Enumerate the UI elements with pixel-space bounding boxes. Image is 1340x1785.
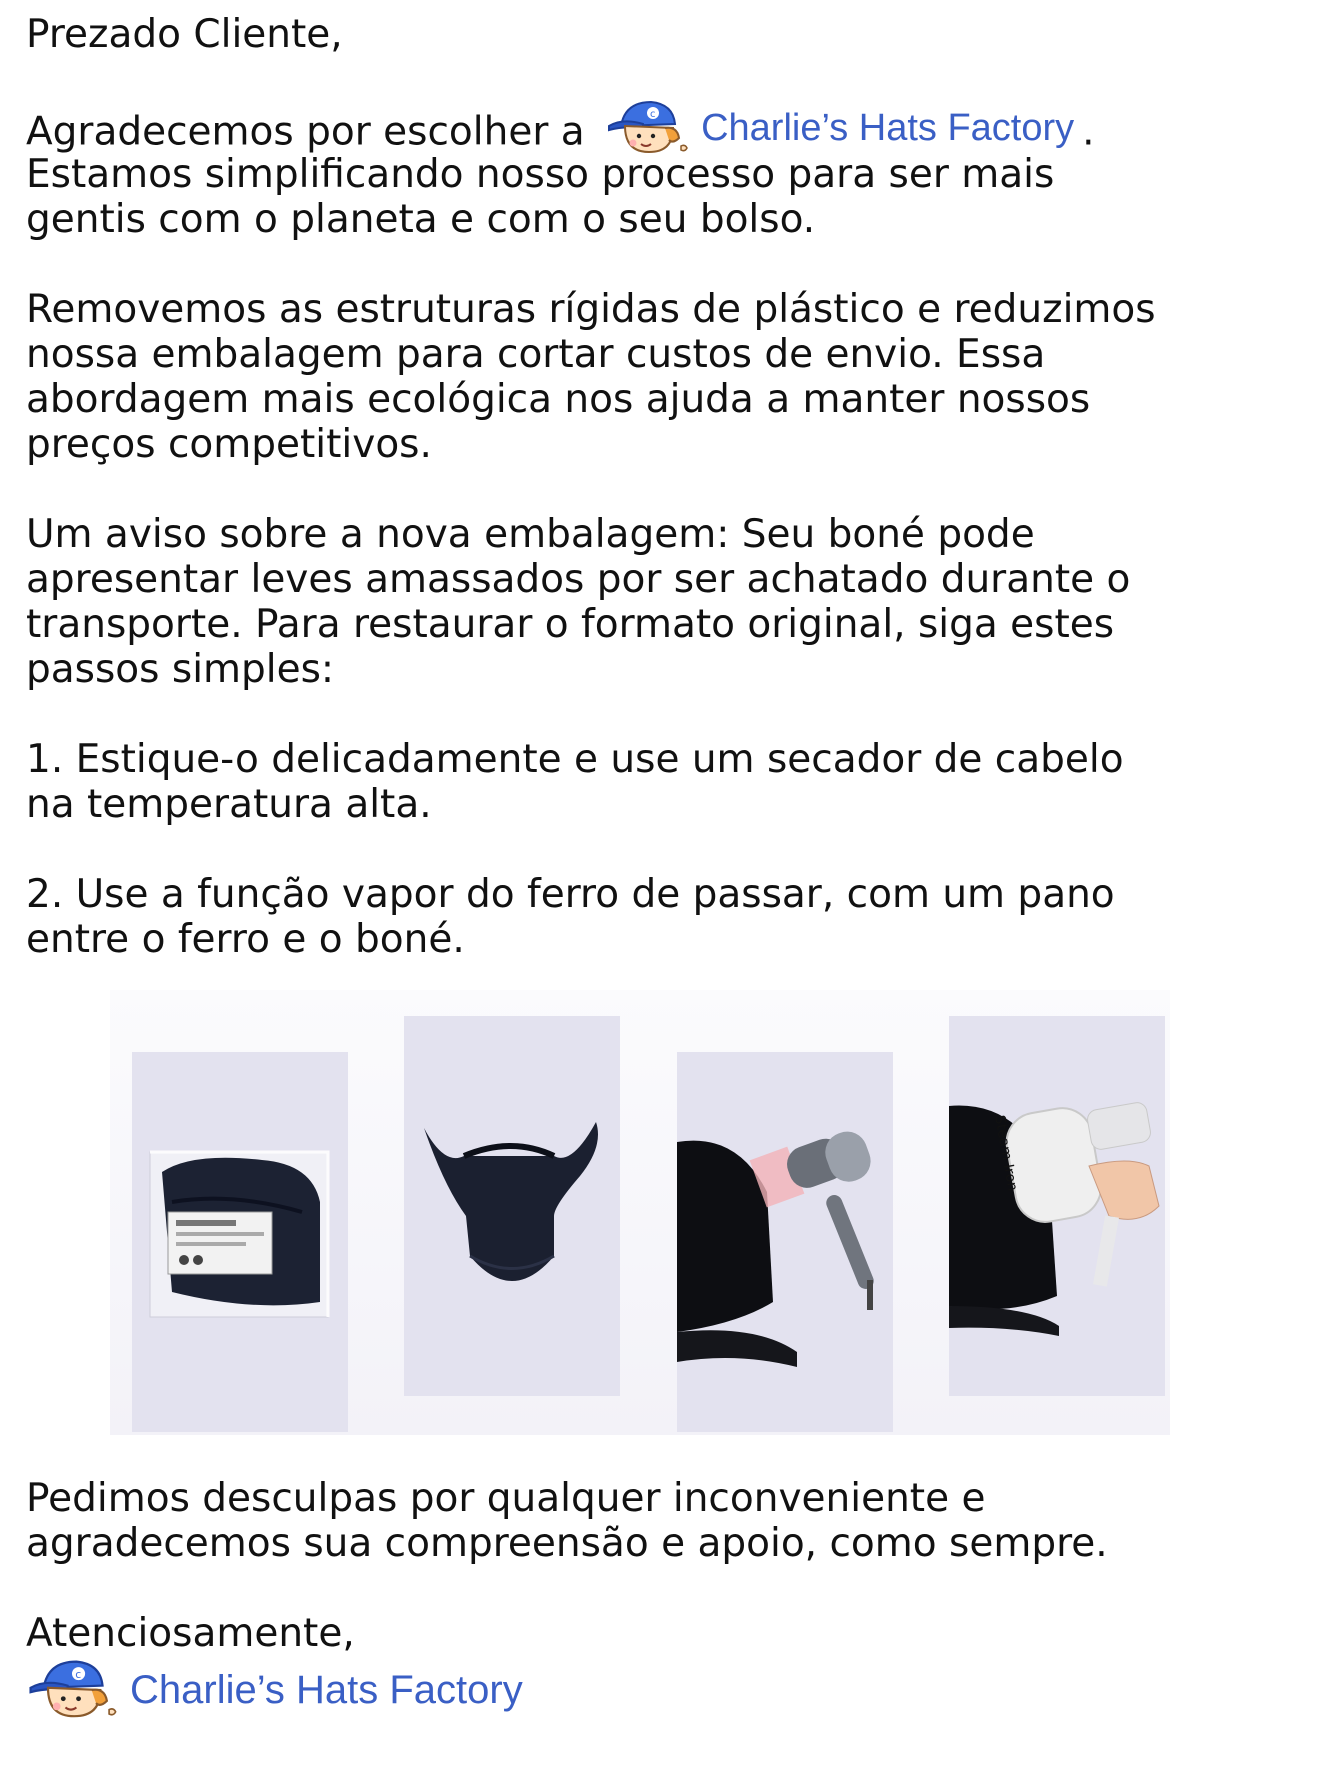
mascot-logo-icon [603, 96, 691, 160]
closing-paragraph [26, 1476, 1316, 1656]
steam-iron-illustration [949, 1016, 1165, 1396]
packaged-cap-image [132, 1052, 348, 1432]
brand-name: Charlie’s Hats Factory [701, 107, 1075, 149]
hair-dryer-illustration [677, 1052, 893, 1432]
cap-inside-image [404, 1016, 620, 1396]
letter-body [26, 12, 1316, 962]
paragraph2-line-4: preços competitivos. [26, 422, 432, 467]
instruction-images [110, 990, 1170, 1435]
intro-line-2: Estamos simplificando nosso processo para ser mais [26, 152, 1055, 197]
step1-line-2: na temperatura alta. [26, 782, 432, 827]
greeting: Prezado Cliente, [26, 12, 343, 57]
closing-line-1: Pedimos desculpas por qualquer inconveniente e [26, 1476, 986, 1521]
packaged-cap-illustration [132, 1052, 348, 1432]
paragraph3-line-2: apresentar leves amassados por ser achatado durante o [26, 557, 1131, 602]
signature-brand-name: Charlie’s Hats Factory [130, 1668, 523, 1712]
steam-iron-image [949, 1016, 1165, 1396]
signoff: Atenciosamente, [26, 1611, 355, 1656]
paragraph2-line-1: Removemos as estruturas rígidas de plástico e reduzimos [26, 287, 1156, 332]
step2-line-2: entre o ferro e o boné. [26, 917, 465, 962]
paragraph3-line-4: passos simples: [26, 647, 335, 692]
paragraph3-line-1: Um aviso sobre a nova embalagem: Seu boné pode [26, 512, 1035, 557]
intro-before-brand: Agradecemos por escolher a [26, 109, 585, 155]
step2-line-1: 2. Use a função vapor do ferro de passar, com um pano [26, 872, 1115, 917]
paragraph2-line-3: abordagem mais ecológica nos ajuda a manter nossos [26, 377, 1091, 422]
paragraph3-line-3: transporte. Para restaurar o formato original, siga estes [26, 602, 1115, 647]
hair-dryer-image [677, 1052, 893, 1432]
step1-line-1: 1. Estique-o delicadamente e use um secador de cabelo [26, 737, 1124, 782]
intro-after-brand: . [1082, 109, 1095, 155]
mascot-logo-icon [24, 1655, 120, 1725]
brand-logo-inline [603, 96, 1074, 160]
closing-line-2: agradecemos sua compreensão e apoio, como sempre. [26, 1521, 1108, 1566]
paragraph2-line-2: nossa embalagem para cortar custos de envio. Essa [26, 332, 1046, 377]
steam-iron-label: Steam Iron [991, 1114, 1021, 1193]
cap-inside-illustration [404, 1016, 620, 1396]
signature-brand [24, 1655, 523, 1725]
intro-line-3: gentis com o planeta e com o seu bolso. [26, 197, 816, 242]
